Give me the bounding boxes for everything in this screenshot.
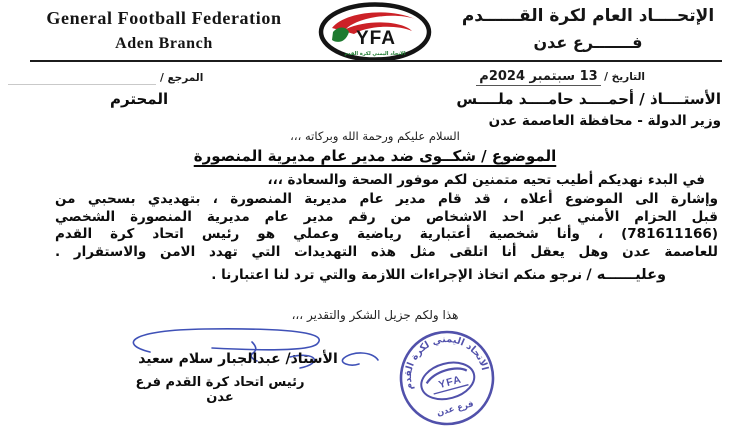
reference-label: المرجع / [160,72,204,84]
thanks-line: هذا ولكم جزيل الشكر والتقدير ،،، [291,308,459,322]
date-label: التاريخ / [604,71,645,83]
yfa-logo [316,2,434,62]
federation-name-english [18,8,310,53]
recipient-name: الأستــــاذ / أحمــــد حامــــد ملــــس [456,90,721,108]
salutation: السلام عليكم ورحمة الله وبركاته ،،، [290,129,460,143]
stamp-ring-text: الاتحاد اليمني لكرة القدم [402,334,491,392]
federation-name-arabic [448,6,728,52]
closing-label: وعليــــــه / [586,267,666,283]
reference-blank-line [8,84,156,85]
date-value: 13 سبتمبر 2024م [476,69,600,86]
date-row [476,69,645,84]
federation-title-en: General Football Federation [46,8,282,28]
body-line: للعاصمة عدن وهل يعقل أنا اتلقى مثل هذه التهديدات التي تهدد الامن والاستقرار . [55,243,718,260]
opening-line: في البدء نهديكم أطيب تحيه متمنين لكم موفور الصحة والسعادة ،،، [267,172,705,188]
logo-yfa-text: YFA [356,28,396,49]
body-paragraph [55,191,718,261]
signature-ink [100,320,390,378]
body-line: (781611166) ، وأنا شخصية أعتبارية رياضية وعملي هو رئيس اتحاد كرة القدم [55,226,718,243]
subject-line [0,147,750,165]
stamp-center-text: YFA [437,373,464,392]
subject-text: الموضوع / شكــوى ضد مدير عام مديرية المنصورة [193,147,557,165]
branch-title-en: Aden Branch [115,35,213,52]
body-line: قبل الحزام الأمني عبر احد الاشخاص من رقم مدير عام مديرية المنصورة الشخصي [55,208,718,225]
branch-title-ar: فـــــــرع عدن [533,33,643,52]
recipient-honorific: المحترم [110,90,169,108]
signatory-title: رئيس اتحاد كرة القدم فرع عدن [135,375,305,405]
recipient-title: وزير الدولة - محافظة العاصمة عدن [488,113,721,129]
stamp-bottom-text: فرع عدن [435,399,475,419]
header-divider [30,60,722,62]
signatory-name: الأستاذ/ عبدالجبار سلام سعيد [138,351,338,367]
closing-text: نرجو منكم اتخاذ الإجراءات اللازمة والتي ترد لنا اعتبارنا . [211,267,583,283]
closing-request [211,267,666,283]
official-stamp [372,308,522,430]
federation-title-ar: الإتحــــاد العام لكرة القــــــدم [461,6,715,26]
logo-band-text: الاتحاد اليمني لكرة القدم [344,51,406,57]
body-line: وإشارة الى الموضوع أعلاه ، قد قام مدير عام مديرية المنصورة ، بتهديدي بسحبي من [55,191,718,207]
